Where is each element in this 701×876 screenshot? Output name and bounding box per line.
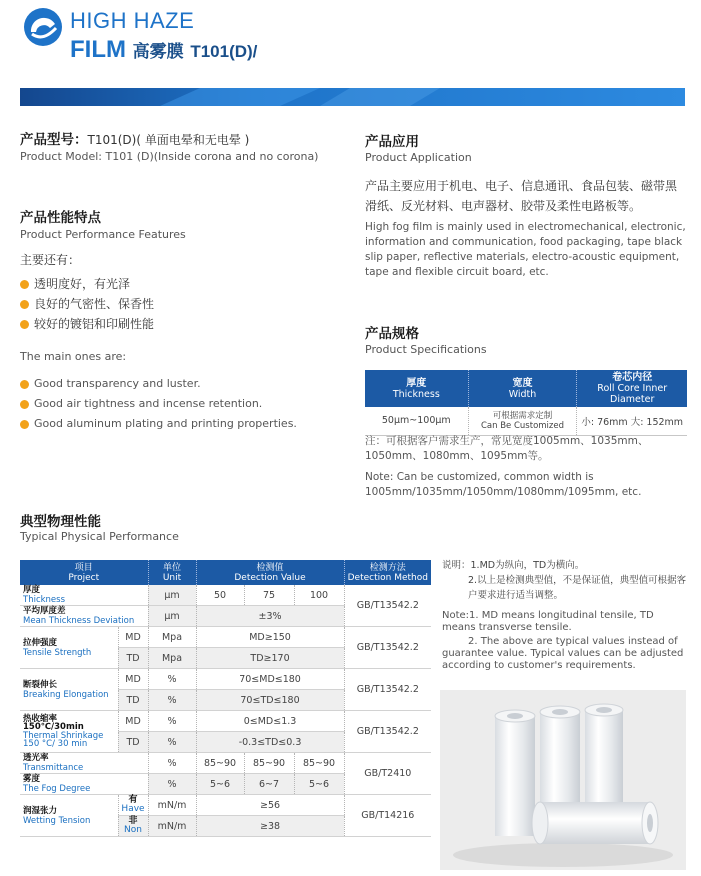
physical-table [20, 560, 431, 837]
table-row: 透光率 Transmittance % 85~90 85~90 85~90 GB/T2410 [20, 753, 431, 774]
features-intro: 主要还有： [20, 253, 81, 267]
col-unit: 单位 Unit [148, 560, 196, 585]
table-row: 热收缩率 150℃/30min Thermal Shrinkage 150 °C/ 30 min MD % 0≤MD≤1.3 GB/T13542.2 [20, 711, 431, 732]
product-photo-film-rolls [440, 690, 686, 870]
notes-cn [442, 558, 687, 603]
title-line-1: HIGH HAZE [70, 8, 195, 33]
list-item: Good transparency and luster. [20, 374, 297, 394]
bullet-dot-icon [20, 420, 29, 429]
physical-heading-en: Typical Physical Performance [20, 530, 179, 543]
col-thickness: 厚度 Thickness [365, 370, 468, 407]
specs-note-cn: 注：可根据客户需求生产，常见宽度1005mm、1035mm、1050mm、1080mm、1095mm等。 [365, 435, 649, 462]
list-item: 良好的气密性、保香性 [20, 294, 154, 314]
header-band [20, 88, 685, 106]
features-list-en [20, 374, 297, 434]
table-row: 50μm~100μm 可根据需求定制 Can Be Customized 小: 76mm 大: 152mm [365, 407, 687, 435]
model-label: 产品型号： [20, 132, 88, 148]
table-row: 断裂伸长 Breaking Elongation MD % 70≤MD≤180 GB/T13542.2 [20, 669, 431, 690]
features-heading: 产品性能特点 [20, 210, 101, 226]
list-item: 较好的镀铝和印刷性能 [20, 314, 154, 334]
col-core: 卷芯内径 Roll Core Inner Diameter [577, 370, 687, 407]
list-item: Good aluminum plating and printing properties. [20, 414, 297, 434]
bullet-dot-icon [20, 380, 29, 389]
col-project: 项目 Project [20, 560, 148, 585]
table-row: TD Mpa TD≥170 [20, 648, 431, 669]
bullet-dot-icon [20, 280, 29, 289]
specs-heading: 产品规格 [365, 326, 419, 342]
table-row: 雾度 The Fog Degree % 5~6 6~7 5~6 [20, 774, 431, 795]
features-list-cn [20, 274, 154, 334]
list-item: Good air tightness and incense retention. [20, 394, 297, 414]
table-row: TD % 70≤TD≤180 [20, 690, 431, 711]
bullet-dot-icon [20, 320, 29, 329]
table-row: 润湿张力 Wetting Tension 有 Have mN/m ≥56 GB/T14216 [20, 795, 431, 816]
model-value-en: Product Model: T101 (D)(Inside corona and no corona) [20, 150, 319, 163]
bullet-dot-icon [20, 400, 29, 409]
table-row: 厚度 Thickness μm 50 75 100 GB/T13542.2 [20, 585, 431, 606]
application-heading-en: Product Application [365, 151, 472, 164]
brand-logo-icon [22, 6, 64, 48]
note-cn-1: 说明：1.MD为纵向，TD为横向。 [442, 560, 585, 571]
table-row: 非 Non mN/m ≥38 [20, 816, 431, 837]
table-row: 平均厚度差 Mean Thickness Deviation μm ±3% [20, 606, 431, 627]
title-film: FILM [70, 36, 126, 63]
application-text: 产品主要应用于机电、电子、信息通讯、食品包装、磁带黑滑纸、反光材料、电声器材、胶带及柔性电路板等。 [365, 179, 678, 213]
model-line [20, 128, 249, 150]
table-row: 拉伸强度 Tensile Strength MD Mpa MD≥150 GB/T13542.2 [20, 627, 431, 648]
specs-heading-en: Product Specifications [365, 343, 487, 356]
application-text-en: High fog film is mainly used in electromechanical, electronic, information and communication, food packaging, tape black slip paper, reflective materials, electro-acoustic equipment, tape and flexible circuit board, etc. [365, 221, 686, 278]
table-row: TD % -0.3≤TD≤0.3 [20, 732, 431, 753]
note-cn-2: 2.以上是检测典型值，不是保证值，典型值可根据客户要求进行适当调整。 [468, 575, 687, 601]
model-value: T101(D)( 单面电晕和无电晕 ) [87, 133, 250, 147]
col-detection-value: 检测值 Detection Value [196, 560, 344, 585]
features-intro-en: The main ones are: [20, 350, 127, 363]
specs-note-en: Note: Can be customized, common width is 1005mm/1035mm/1050mm/1080mm/1095mm, etc. [365, 471, 642, 498]
application-heading: 产品应用 [365, 134, 419, 150]
col-width: 宽度 Width [468, 370, 577, 407]
title-cn: 高雾膜 [132, 42, 184, 62]
list-item: 透明度好，有光泽 [20, 274, 154, 294]
physical-heading: 典型物理性能 [20, 514, 101, 530]
features-heading-en: Product Performance Features [20, 228, 186, 241]
col-detection-method: 检测方法 Detection Method [344, 560, 431, 585]
note-en-2: 2. The above are typical values instead of guarantee value. Typical values can be adjusted according to customer's requirements. [442, 636, 684, 671]
specs-table [365, 370, 687, 436]
note-en-1: Note:1. MD means longitudinal tensile, TD means transverse tensile. [442, 610, 654, 633]
notes-en [442, 610, 687, 672]
title-code: T101(D)/ [190, 42, 258, 61]
bullet-dot-icon [20, 300, 29, 309]
title-line-2 [70, 36, 257, 64]
